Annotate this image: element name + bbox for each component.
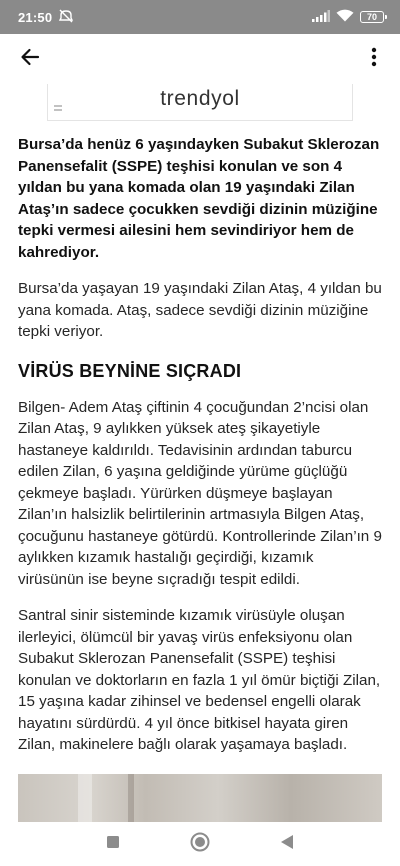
status-right xyxy=(312,9,384,25)
more-vertical-icon xyxy=(371,47,377,72)
battery-icon xyxy=(360,11,384,23)
arrow-left-icon xyxy=(20,48,40,71)
ad-logo: trendyol xyxy=(160,87,240,110)
recents-button[interactable] xyxy=(93,824,133,864)
article-paragraph-2: Bilgen- Adem Ataş çiftinin 4 çocuğundan 2’ncisi olan Zilan Ataş, 9 aylıkken yüksek ateş şikayetiyle hastaneye kaldırıldı. Tedavisinin ardından taburcu edilen Zilan, 6 yaşına geldiğinde yürüme güçlüğü çekmeye başladı. Yürürken düşmeye başlayan Zilan’ın halsizlik belirtilerinin artmasıyla Bilgen Ataş, çocuğunu hastaneye götürdü. Kontrollerinde Zilan’ın 9 aylıkken kızamık hastalığı geçirdiği, kızamık virüsünün ise beyne sıçradığı tespit edildi. xyxy=(18,398,382,588)
signal-icon xyxy=(312,10,330,25)
image-highlight xyxy=(78,774,92,823)
section-heading: VİRÜS BEYNİNE SIÇRADI xyxy=(18,360,242,381)
ad-choices-icon[interactable] xyxy=(54,98,62,116)
home-button[interactable] xyxy=(180,824,220,864)
app-bar xyxy=(0,34,400,84)
system-nav-bar xyxy=(0,822,400,866)
article-content[interactable] xyxy=(0,84,400,822)
home-circle-icon xyxy=(190,832,210,857)
advertisement-banner[interactable] xyxy=(47,84,353,121)
wifi-icon xyxy=(336,9,354,25)
more-options-button[interactable] xyxy=(358,43,390,75)
recents-square-icon xyxy=(106,835,120,854)
article-paragraph-3: Santral sinir sisteminde kızamık virüsüyle oluşan ilerleyici, ölümcül bir yavaş virüs enfeksiyonu olan Subakut Sklerozan Panensefalit (SSPE) teşhisi konulan ve doktorların en fazla 1 yıl ömür biçtiği Zilan, 15 yaşına kadar zihinsel ve bedensel engelli olarak hayatını sürdürdü. 4 yıl önce bitkisel hayata giren Zilan, makinelere bağlı olarak yaşamaya başladı. xyxy=(18,607,381,753)
image-shadow xyxy=(128,774,134,823)
back-button[interactable] xyxy=(14,43,46,75)
status-left xyxy=(18,9,74,26)
back-triangle-icon xyxy=(280,834,294,855)
battery-level: 70 xyxy=(366,11,377,22)
article-image[interactable] xyxy=(18,774,382,823)
status-bar xyxy=(0,0,400,34)
silent-mode-icon xyxy=(58,9,74,26)
status-time: 21:50 xyxy=(18,9,53,25)
nav-back-button[interactable] xyxy=(267,824,307,864)
article-lead: Bursa’da henüz 6 yaşındayken Subakut Sklerozan Panensefalit (SSPE) teşhisi konulan ve son 4 yıldan bu yana komada olan 19 yaşındaki Zilan Ataş’ın sadece çocukken sevdiği dizinin müziğine tepki vermesi ailesini hem sevindiriyor hem de kahrediyor. xyxy=(18,136,380,261)
article-paragraph-1: Bursa’da yaşayan 19 yaşındaki Zilan Ataş, 4 yıldan bu yana komada. Ataş, sadece sevdiği dizinin müziğine tepki veriyor. xyxy=(18,280,382,340)
